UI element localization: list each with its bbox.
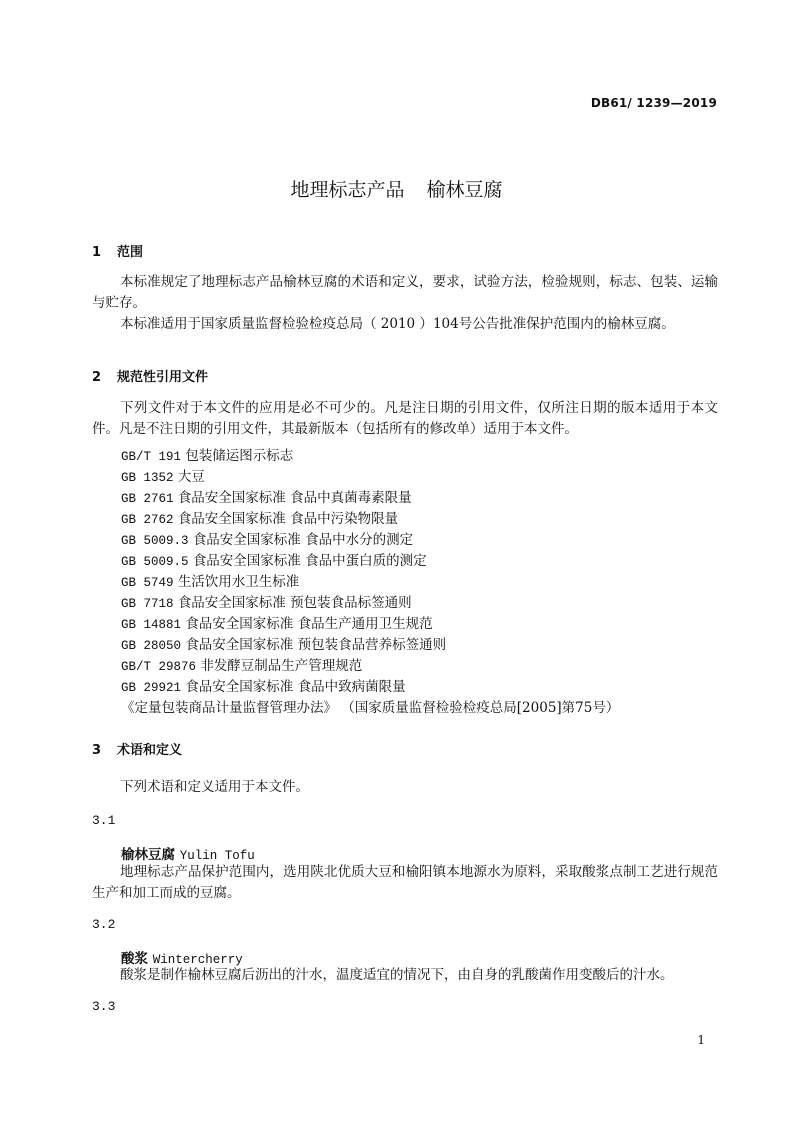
reference-item: GB 14881 食品安全国家标准 食品生产通用卫生规范	[121, 616, 433, 632]
term-zh: 榆林豆腐	[121, 847, 175, 863]
scope-paragraph-2: 本标准适用于国家质量监督检验检疫总局（ 2010 ）104号公告批准保护范围内的榆林豆腐。	[120, 316, 675, 332]
term-en: Yulin Tofu	[179, 849, 255, 863]
regulation-item: 《定量包装商品计量监督管理办法》 （国家质量监督检验检疫总局[2005]第75号）	[121, 700, 620, 716]
page-number: 1	[697, 1033, 705, 1047]
clause-number: 3.1	[92, 813, 116, 828]
clause-number: 3.2	[92, 917, 116, 932]
page-title	[0, 175, 793, 202]
reference-item: GB 2762 食品安全国家标准 食品中污染物限量	[121, 511, 399, 527]
section-number: 1	[92, 245, 102, 260]
section-number: 2	[92, 370, 102, 385]
section-1-heading	[92, 241, 143, 260]
section-number: 3	[92, 743, 102, 758]
references-intro: 下列文件对于本文件的应用是必不可少的。凡是注日期的引用文件，仅所注日期的版本适用于本文件。凡是不注日期的引用文件，其最新版本（包括所有的修改单）适用于本文件。	[92, 400, 718, 437]
reference-item: GB/T 29876 非发酵豆制品生产管理规范	[121, 658, 363, 674]
reference-list	[121, 446, 619, 719]
term-en: Wintercherry	[152, 953, 243, 967]
term-definition: 酸浆是制作榆林豆腐后沥出的汁水，温度适宜的情况下，由自身的乳酸菌作用变酸后的汁水。	[120, 967, 674, 983]
reference-item: GB 7718 食品安全国家标准 预包装食品标签通则	[121, 595, 412, 611]
term-zh: 酸浆	[121, 951, 148, 967]
title-part-1: 地理标志产品	[290, 179, 405, 201]
reference-item: GB 28050 食品安全国家标准 预包装食品营养标签通则	[121, 637, 447, 653]
reference-item: GB 1352 大豆	[121, 469, 205, 485]
section-2-heading	[92, 366, 208, 385]
standard-code: DB61/ 1239—2019	[590, 96, 717, 110]
terms-intro: 下列术语和定义适用于本文件。	[120, 779, 309, 795]
term-definition: 地理标志产品保护范围内，选用陕北优质大豆和榆阳镇本地源水为原料，采取酸浆点制工艺进行规范生产和加工而成的豆腐。	[92, 864, 718, 901]
reference-item: GB 5009.5 食品安全国家标准 食品中蛋白质的测定	[121, 553, 427, 569]
reference-item: GB 5749 生活饮用水卫生标准	[121, 574, 300, 590]
reference-item: GB/T 191 包装储运图示标志	[121, 448, 294, 464]
reference-item: GB 5009.3 食品安全国家标准 食品中水分的测定	[121, 532, 414, 548]
section-3-heading	[92, 739, 182, 758]
section-title: 规范性引用文件	[117, 370, 209, 385]
reference-item: GB 2761 食品安全国家标准 食品中真菌毒素限量	[121, 490, 412, 506]
section-title: 术语和定义	[117, 743, 183, 758]
term-heading	[121, 843, 255, 863]
term-heading	[121, 947, 243, 967]
title-part-2: 榆林豆腐	[426, 179, 503, 201]
reference-item: GB 29921 食品安全国家标准 食品中致病菌限量	[121, 679, 406, 695]
clause-number: 3.3	[92, 999, 116, 1014]
scope-paragraph-1: 本标准规定了地理标志产品榆林豆腐的术语和定义，要求，试验方法，检验规则，标志、包装、运输与贮存。	[92, 274, 718, 311]
section-title: 范围	[117, 245, 144, 260]
